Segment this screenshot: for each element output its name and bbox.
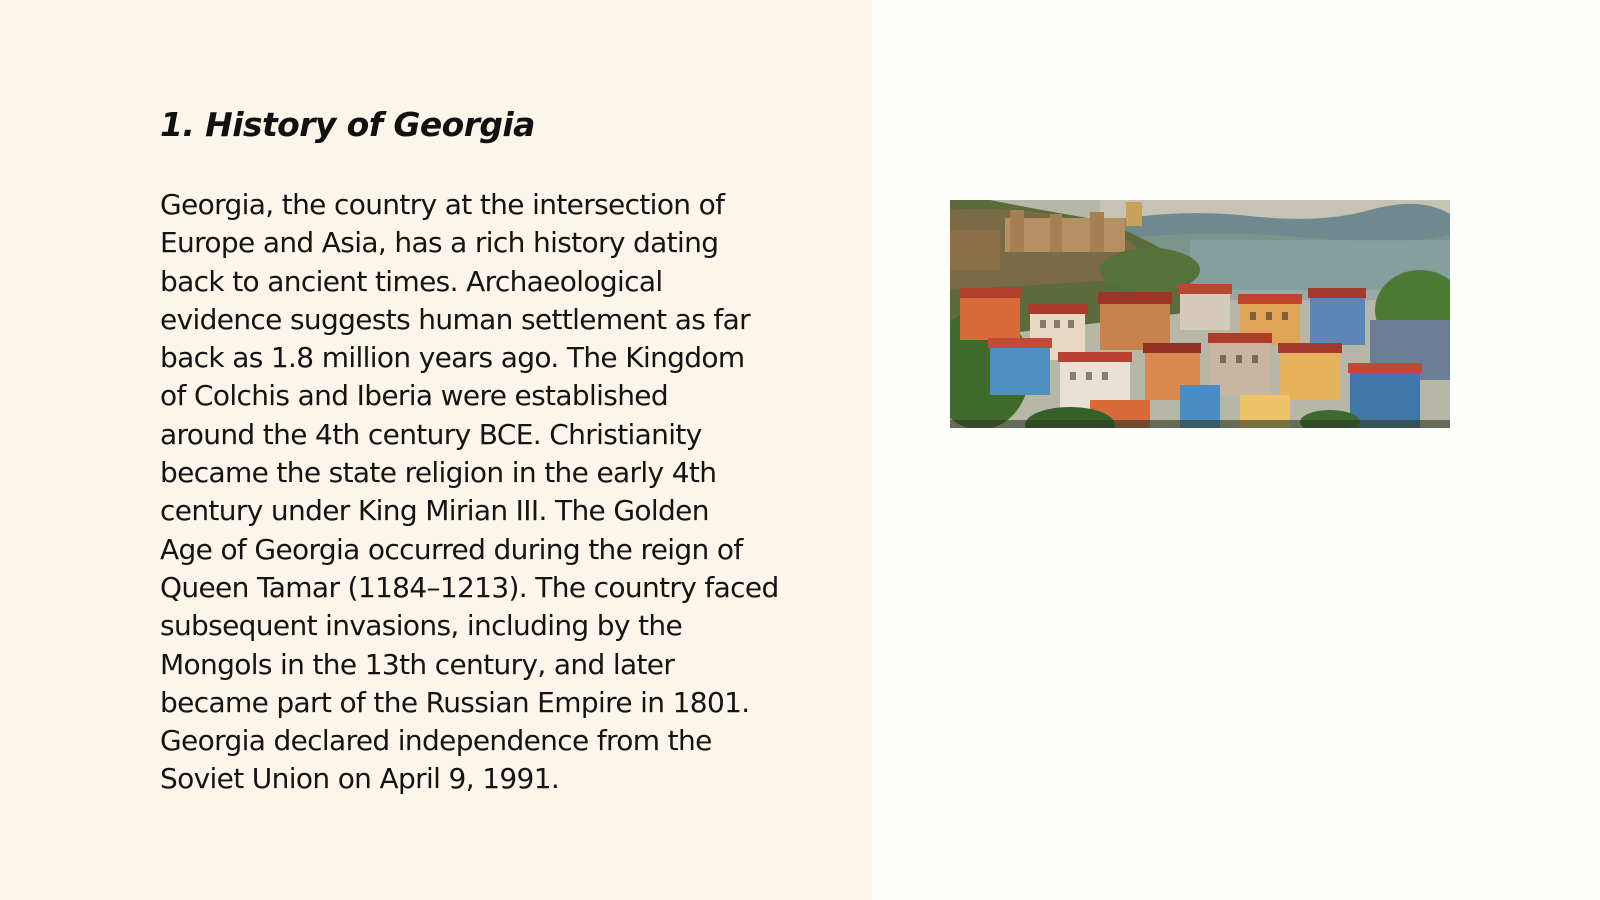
slide-title: 1. History of Georgia xyxy=(160,105,535,144)
body-line: evidence suggests human settlement as far xyxy=(160,302,751,336)
body-line: Soviet Union on April 9, 1991. xyxy=(160,762,560,796)
image-panel xyxy=(872,0,1600,900)
body-line: Georgia declared independence from the xyxy=(160,724,712,758)
body-line: Georgia, the country at the intersection of xyxy=(160,188,725,221)
body-line: Europe and Asia, has a rich history dating xyxy=(160,226,719,260)
body-line: became the state religion in the early 4th xyxy=(160,456,717,490)
body-line: became part of the Russian Empire in 1801. xyxy=(160,685,750,719)
body-line: Age of Georgia occurred during the reign of xyxy=(160,532,743,566)
body-line: around the 4th century BCE. Christianity xyxy=(160,417,702,451)
body-line: century under King Mirian III. The Golden xyxy=(160,494,709,528)
tbilisi-old-town-photo xyxy=(950,200,1450,428)
body-line: back to ancient times. Archaeological xyxy=(160,264,663,298)
body-line: back as 1.8 million years ago. The Kingdom xyxy=(160,341,745,375)
body-line: subsequent invasions, including by the xyxy=(160,609,683,643)
body-line: Mongols in the 13th century, and later xyxy=(160,647,675,681)
body-paragraph xyxy=(160,186,860,799)
city-photo-illustration xyxy=(950,200,1450,428)
body-line: Queen Tamar (1184–1213). The country faced xyxy=(160,570,779,604)
body-line: of Colchis and Iberia were established xyxy=(160,379,669,413)
